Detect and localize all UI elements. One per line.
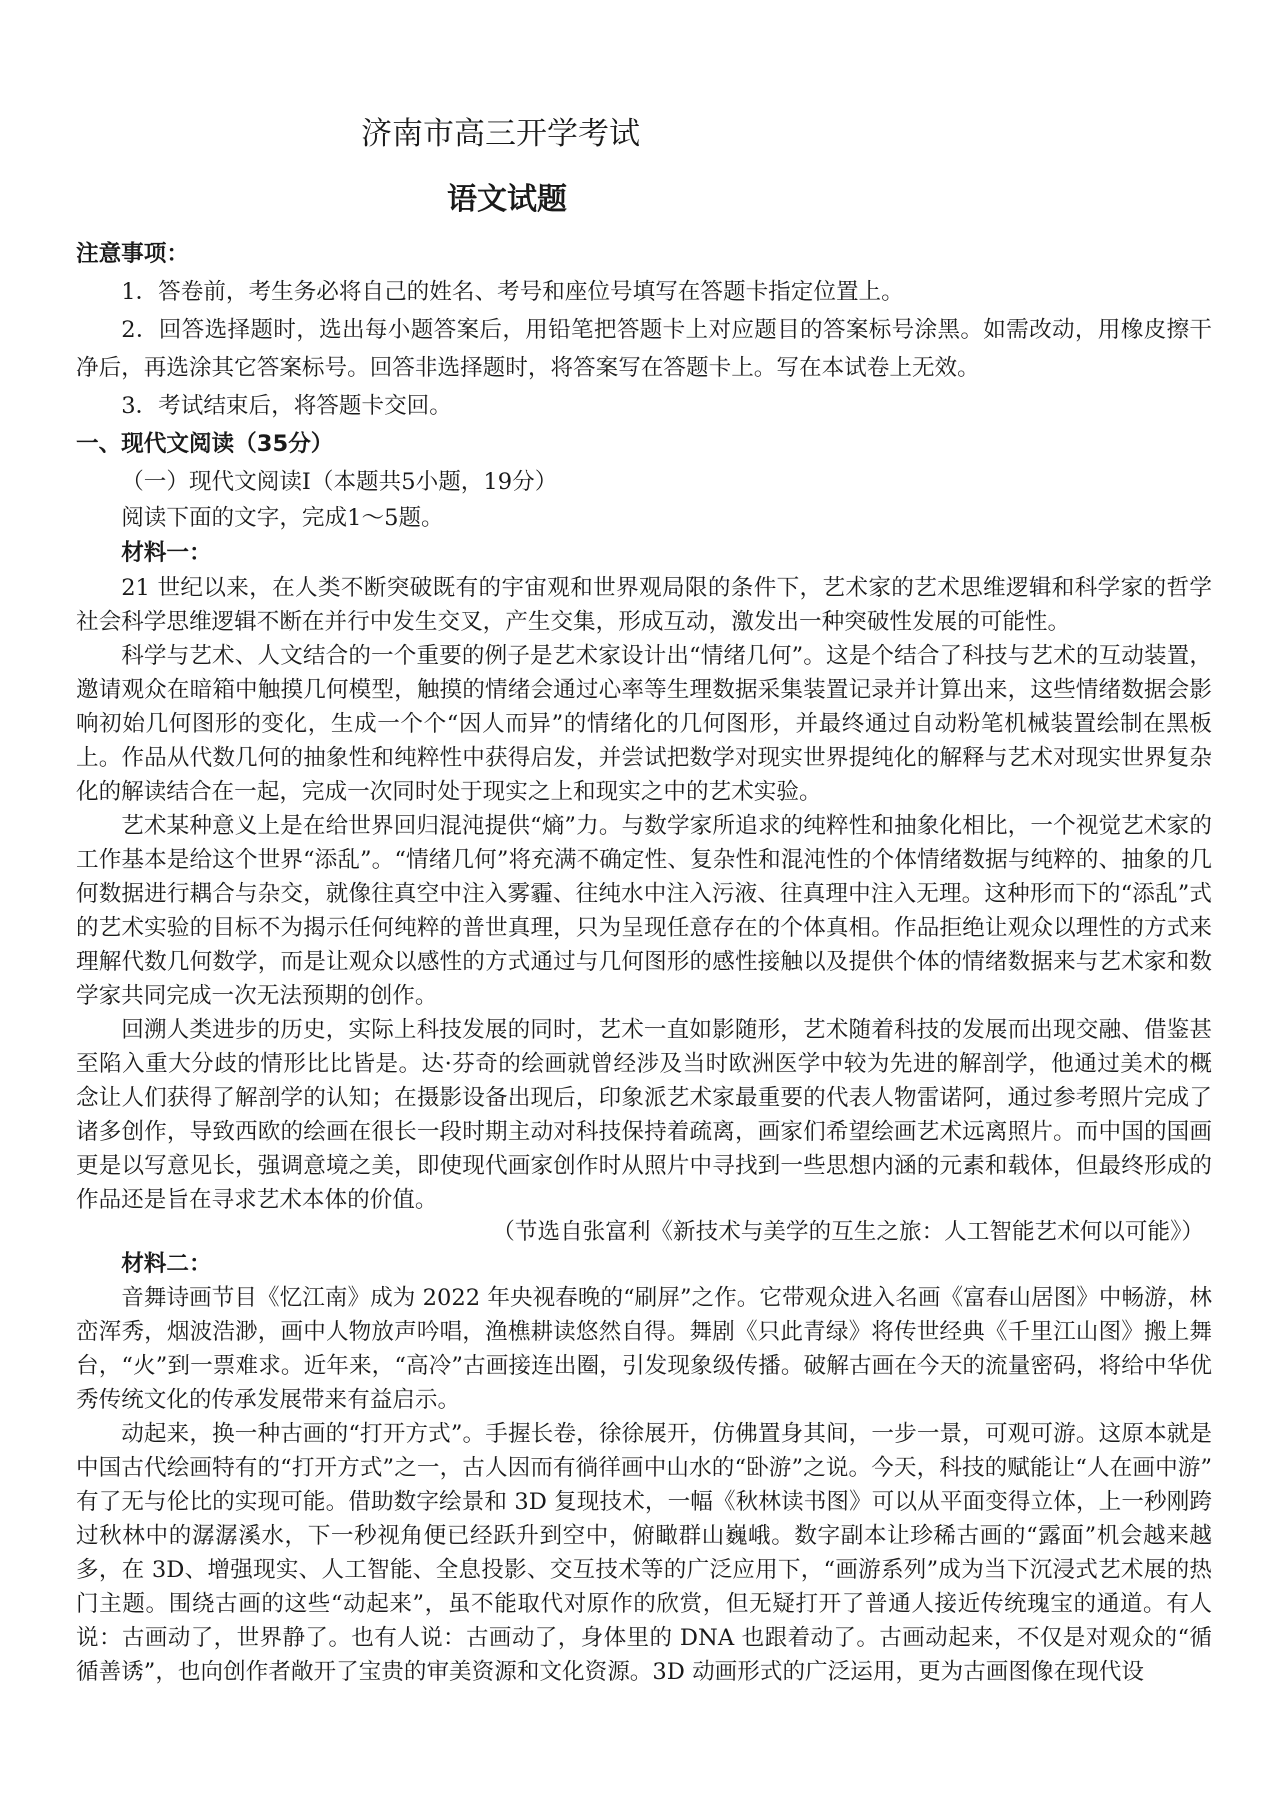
part-heading (76, 463, 1212, 501)
part-note: （本题共5小题，19分） (310, 469, 558, 495)
exam-content (76, 235, 1212, 1689)
body-paragraph: 回溯人类进步的历史，实际上科技发展的同时，艺术一直如影随形，艺术随着科技的发展而出现交融、借鉴甚至陷入重大分歧的情形比比皆是。达·芬奇的绘画就曾经涉及当时欧洲医学中较为先进的解剖学，他通过美术的概念让人们获得了解剖学的认知；在摄影设备出现后，印象派艺术家最重要的代表人物雷诺阿，通过参考照片完成了诸多创作，导致西欧的绘画在很长一段时期主动对科技保持着疏离，画家们希望绘画艺术远离照片。而中国的国画更是以写意见长，强调意境之美，即使现代画家创作时从照片中寻找到一些思想内涵的元素和载体，但最终形成的作品还是旨在寻求艺术本体的价值。 (76, 1017, 1212, 1213)
material-label: 材料一： (121, 540, 212, 566)
reading-instruction: 阅读下面的文字，完成1～5题。 (121, 505, 444, 531)
body-paragraph: 21 世纪以来，在人类不断突破既有的宇宙观和世界观局限的条件下，艺术家的艺术思维逻辑和科学家的哲学社会科学思维逻辑不断在并行中发生交叉，产生交集，形成互动，激发出一种突破性发展的可能性。 (76, 575, 1212, 635)
subject-title: 语文试题 (447, 182, 567, 217)
body-paragraph: 科学与艺术、人文结合的一个重要的例子是艺术家设计出“情绪几何”。这是个结合了科技与艺术的互动装置，邀请观众在暗箱中触摸几何模型，触摸的情绪会通过心率等生理数据采集装置记录并计算出来，这些情绪数据会影响初始几何图形的变化，生成一个个“因人而异”的情绪化的几何图形，并最终通过自动粉笔机械装置绘制在黑板上。作品从代数几何的抽象性和纯粹性中获得启发，并尝试把数学对现实世界提纯化的解释与艺术对现实世界复杂化的解读结合在一起，完成一次同时处于现实之上和现实之中的艺术实验。 (76, 643, 1212, 805)
body-paragraph: 艺术某种意义上是在给世界回归混沌提供“熵”力。与数学家所追求的纯粹性和抽象化相比，一个视觉艺术家的工作基本是给这个世界“添乱”。“情绪几何”将充满不确定性、复杂性和混沌性的个体情绪数据与纯粹的、抽象的几何数据进行耦合与杂交，就像往真空中注入雾霾、往纯水中注入污液、往真理中注入无理。这种形而下的“添乱”式的艺术实验的目标不为揭示任何纯粹的普世真理，只为呈现任意存在的个体真相。作品拒绝让观众以理性的方式来理解代数几何数学，而是让观众以感性的方式通过与几何图形的感性接触以及提供个体的情绪数据来与艺术家和数学家共同完成一次无法预期的创作。 (76, 813, 1212, 1009)
source-citation: （节选自张富利《新技术与美学的互生之旅：人工智能艺术何以可能》） (492, 1219, 1204, 1245)
notice-item: 2．回答选择题时，选出每小题答案后，用铅笔把答题卡上对应题目的答案标号涂黑。如需改动，用橡皮擦干净后，再选涂其它答案标号。回答非选择题时，将答案写在答题卡上。写在本试卷上无效。 (76, 317, 1212, 381)
notice-item: 1．答卷前，考生务必将自己的姓名、考号和座位号填写在答题卡指定位置上。 (121, 279, 904, 305)
body-paragraph: 音舞诗画节目《忆江南》成为 2022 年央视春晚的“刷屏”之作。它带观众进入名画《富春山居图》中畅游，林峦浑秀，烟波浩渺，画中人物放声吟唱，渔樵耕读悠然自得。舞剧《只此青绿》将传世经典《千里江山图》搬上舞台，“火”到一票难求。近年来，“高冷”古画接连出圈，引发现象级传播。破解古画在今天的流量密码，将给中华优秀传统文化的传承发展带来有益启示。 (76, 1285, 1212, 1413)
section-heading: 一、现代文阅读（35分） (76, 431, 334, 457)
body-paragraph: 动起来，换一种古画的“打开方式”。手握长卷，徐徐展开，仿佛置身其间，一步一景，可观可游。这原本就是中国古代绘画特有的“打开方式”之一，古人因而有徜徉画中山水的“卧游”之说。今天，科技的赋能让“人在画中游”有了无与伦比的实现可能。借助数字绘景和 3D 复现技术，一幅《秋林读书图》可以从平面变得立体，上一秒刚跨过秋林中的潺潺溪水，下一秒视角便已经跃升到空中，俯瞰群山巍峨。数字副本让珍稀古画的“露面”机会越来越多，在 3D、增强现实、人工智能、全息投影、交互技术等的广泛应用下，“画游系列”成为当下沉浸式艺术展的热门主题。围绕古画的这些“动起来”，虽不能取代对原作的欣赏，但无疑打开了普通人接近传统瑰宝的通道。有人说：古画动了，世界静了。也有人说：古画动了，身体里的 DNA 也跟着动了。古画动起来，不仅是对观众的“循循善诱”，也向创作者敞开了宝贵的审美资源和文化资源。3D 动画形式的广泛运用，更为古画图像在现代设 (76, 1421, 1212, 1685)
notice-heading: 注意事项： (76, 241, 189, 267)
notice-block (76, 235, 1212, 425)
material-label: 材料二： (121, 1251, 212, 1277)
material-one (76, 535, 1212, 1247)
material-two (76, 1247, 1212, 1689)
part-title: （一）现代文阅读Ⅰ (121, 469, 311, 495)
exam-title: 济南市高三开学考试 (361, 116, 640, 152)
notice-item: 3．考试结束后，将答题卡交回。 (121, 393, 452, 419)
